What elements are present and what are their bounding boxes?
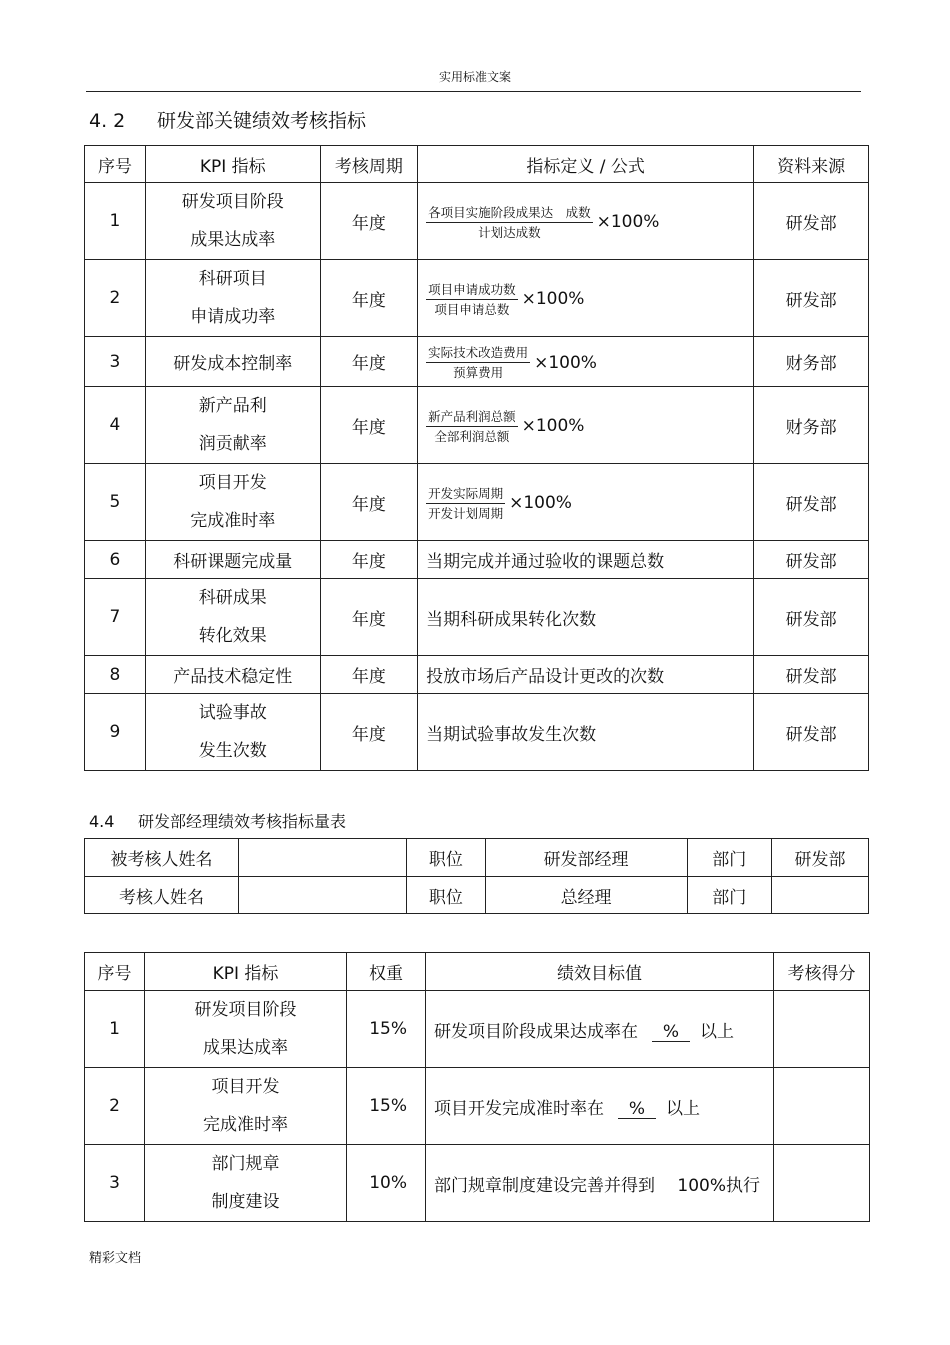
target-value: 项目开发完成准时率在 % 以上 xyxy=(426,1068,774,1145)
header-cell: 指标定义 / 公式 xyxy=(418,146,754,183)
kpi-name: 科研项目 申请成功率 xyxy=(145,260,320,337)
header-cell: 绩效目标值 xyxy=(426,953,774,991)
target-value: 研发项目阶段成果达成率在 % 以上 xyxy=(426,991,774,1068)
score-cell[interactable] xyxy=(774,991,870,1068)
row-number: 6 xyxy=(85,541,146,579)
period: 年度 xyxy=(320,387,417,464)
row-number: 2 xyxy=(85,260,146,337)
table-row xyxy=(85,656,869,694)
header-cell: 权重 xyxy=(347,953,426,991)
source: 研发部 xyxy=(754,464,869,541)
source: 研发部 xyxy=(754,260,869,337)
target-blank[interactable]: % xyxy=(652,1023,690,1042)
row-number: 2 xyxy=(85,1068,145,1145)
row-number: 1 xyxy=(85,183,146,260)
kpi-name: 试验事故 发生次数 xyxy=(145,694,320,771)
position-label: 职位 xyxy=(407,877,486,914)
period: 年度 xyxy=(320,541,417,579)
table-row xyxy=(85,1068,870,1145)
formula: 各项目实施阶段成果达 成数 计划达成数 ×100% xyxy=(418,183,754,260)
kpi-name: 科研课题完成量 xyxy=(145,541,320,579)
table-row xyxy=(85,991,870,1068)
row-number: 8 xyxy=(85,656,146,694)
period: 年度 xyxy=(320,656,417,694)
source: 研发部 xyxy=(754,656,869,694)
weight: 15% xyxy=(347,1068,426,1145)
table-row xyxy=(85,541,869,579)
period: 年度 xyxy=(320,337,417,387)
kpi-name: 部门规章 制度建设 xyxy=(145,1145,347,1222)
table-row xyxy=(85,260,869,337)
row-number: 4 xyxy=(85,387,146,464)
source: 研发部 xyxy=(754,579,869,656)
source: 研发部 xyxy=(754,183,869,260)
page-header: 实用标准文案 xyxy=(438,70,511,84)
score-cell[interactable] xyxy=(774,1145,870,1222)
formula: 项目申请成功数 项目申请总数 ×100% xyxy=(418,260,754,337)
formula: 新产品利润总额 全部利润总额 ×100% xyxy=(418,387,754,464)
definition: 当期完成并通过验收的课题总数 xyxy=(418,541,754,579)
formula: 实际技术改造费用 预算费用 ×100% xyxy=(418,337,754,387)
kpi-name: 科研成果 转化效果 xyxy=(145,579,320,656)
row-number: 3 xyxy=(85,337,146,387)
header-cell: KPI 指标 xyxy=(145,146,320,183)
definition: 投放市场后产品设计更改的次数 xyxy=(418,656,754,694)
kpi-name: 项目开发 完成准时率 xyxy=(145,464,320,541)
table-row xyxy=(85,694,869,771)
row-number: 5 xyxy=(85,464,146,541)
period: 年度 xyxy=(320,260,417,337)
kpi-name: 新产品利 润贡献率 xyxy=(145,387,320,464)
table-row xyxy=(85,387,869,464)
row-number: 1 xyxy=(85,991,145,1068)
section-heading: 研发部经理绩效考核指标量表 xyxy=(138,812,347,831)
department-label: 部门 xyxy=(687,839,772,877)
position-label: 职位 xyxy=(407,839,486,877)
source: 研发部 xyxy=(754,694,869,771)
table-row xyxy=(85,183,869,260)
section-title-4-4 xyxy=(89,809,346,832)
header-cell: 序号 xyxy=(85,953,145,991)
period: 年度 xyxy=(320,579,417,656)
header-rule xyxy=(86,91,861,92)
source: 财务部 xyxy=(754,337,869,387)
source: 研发部 xyxy=(754,541,869,579)
source: 财务部 xyxy=(754,387,869,464)
header-cell: 资料来源 xyxy=(754,146,869,183)
position-value: 总经理 xyxy=(485,877,687,914)
kpi-definition-table xyxy=(84,145,869,771)
weight: 10% xyxy=(347,1145,426,1222)
department-value[interactable] xyxy=(772,877,869,914)
row-number: 9 xyxy=(85,694,146,771)
table-row xyxy=(85,579,869,656)
section-title-4-2 xyxy=(89,106,366,133)
kpi-name: 研发成本控制率 xyxy=(145,337,320,387)
definition: 当期试验事故发生次数 xyxy=(418,694,754,771)
appraiser-name-value[interactable] xyxy=(238,877,406,914)
weight: 15% xyxy=(347,991,426,1068)
period: 年度 xyxy=(320,464,417,541)
row-number: 3 xyxy=(85,1145,145,1222)
kpi-name: 项目开发 完成准时率 xyxy=(145,1068,347,1145)
period: 年度 xyxy=(320,694,417,771)
section-number: 4.4 xyxy=(89,812,115,831)
section-heading: 研发部关键绩效考核指标 xyxy=(157,110,367,132)
section-number: 4. 2 xyxy=(89,110,126,132)
position-value: 研发部经理 xyxy=(485,839,687,877)
table-row xyxy=(85,839,869,877)
header-cell: KPI 指标 xyxy=(145,953,347,991)
kpi-name: 研发项目阶段 成果达成率 xyxy=(145,991,347,1068)
table-row xyxy=(85,1145,870,1222)
table-row xyxy=(85,877,869,914)
row-number: 7 xyxy=(85,579,146,656)
kpi-name: 研发项目阶段 成果达成率 xyxy=(145,183,320,260)
header-cell: 序号 xyxy=(85,146,146,183)
target-blank[interactable]: % xyxy=(618,1100,656,1119)
kpi-name: 产品技术稳定性 xyxy=(145,656,320,694)
formula: 开发实际周期 开发计划周期 ×100% xyxy=(418,464,754,541)
score-cell[interactable] xyxy=(774,1068,870,1145)
period: 年度 xyxy=(320,183,417,260)
target-value: 部门规章制度建设完善并得到 100%执行 xyxy=(426,1145,774,1222)
header-cell: 考核周期 xyxy=(320,146,417,183)
appraisee-name-label: 被考核人姓名 xyxy=(85,839,239,877)
department-label: 部门 xyxy=(687,877,772,914)
kpi-target-table xyxy=(84,952,870,1222)
table-header-row xyxy=(85,146,869,183)
appraisee-name-value[interactable] xyxy=(238,839,406,877)
header-cell: 考核得分 xyxy=(774,953,870,991)
page-footer: 精彩文档 xyxy=(89,1251,142,1266)
definition: 当期科研成果转化次数 xyxy=(418,579,754,656)
table-row xyxy=(85,337,869,387)
table-header-row xyxy=(85,953,870,991)
department-value: 研发部 xyxy=(772,839,869,877)
appraiser-name-label: 考核人姓名 xyxy=(85,877,239,914)
table-row xyxy=(85,464,869,541)
appraisee-info-table xyxy=(84,838,869,914)
